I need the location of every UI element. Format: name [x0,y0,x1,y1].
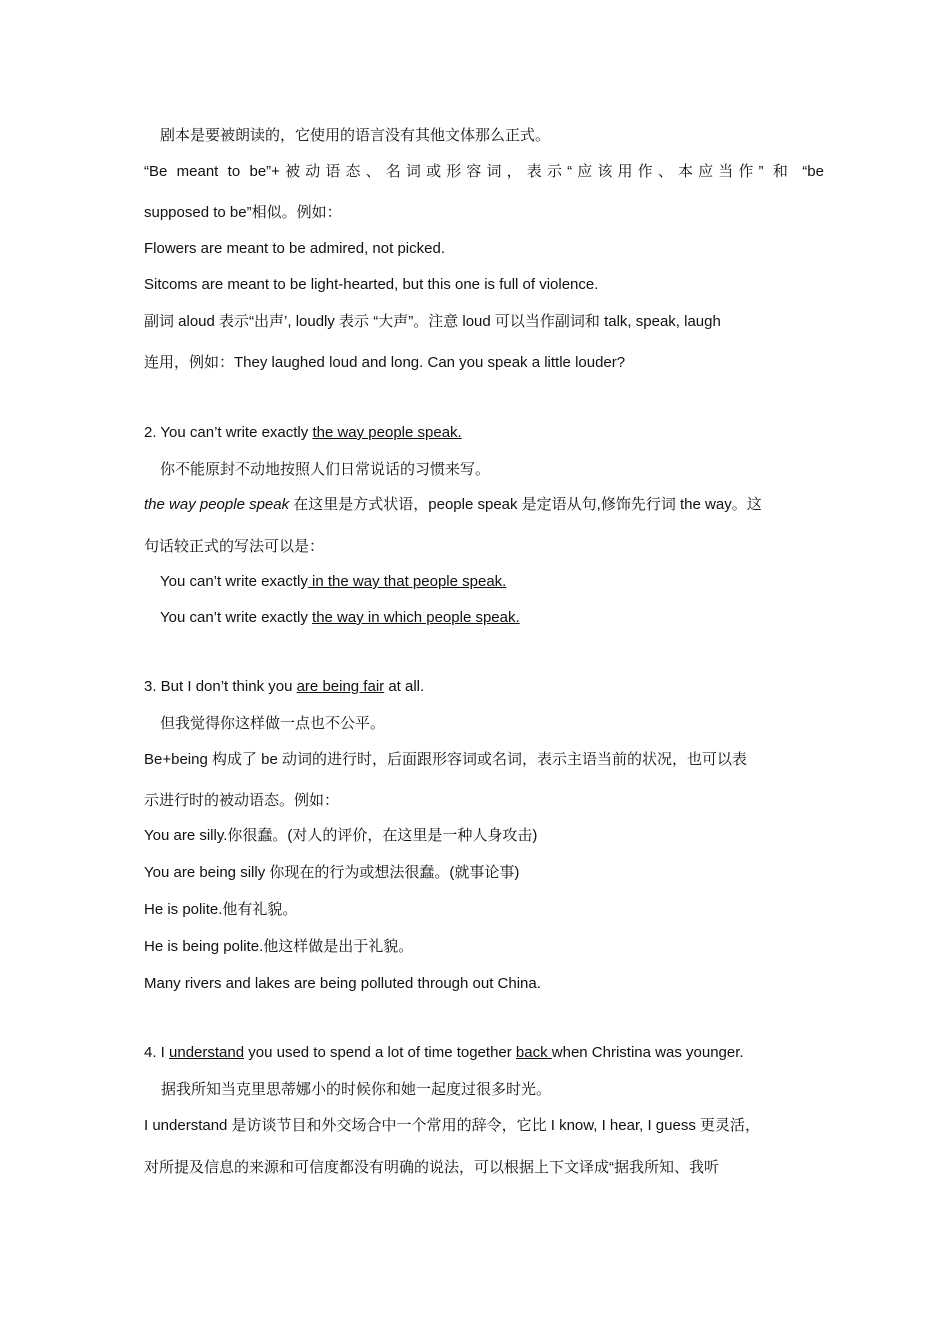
paragraph: 句话较正式的写法可以是： [144,538,325,555]
paragraph: 对所提及信息的来源和可信度都没有明确的说法，可以根据上下文译成“据我所知、我听 [144,1159,719,1176]
underlined-phrase: back [515,1044,552,1061]
underlined-phrase: in the way that people speak. [307,573,507,590]
paragraph: 示进行时的被动语态。例如： [144,792,340,809]
paragraph [144,495,824,515]
section-heading [144,1043,824,1063]
paragraph-text: 在这里是方式状语，people speak 是定语从句,修饰先行词 the way。这 [289,496,762,513]
paragraph: 连用，例如：They laughed loud and long. Can you speak a little louder? [144,354,626,371]
paragraph: supposed to be”相似。例如： [144,204,342,221]
underlined-phrase: the way in which people speak. [312,609,520,626]
sentence-text: You can’t write exactly [160,573,308,590]
example-sentence: Sitcoms are meant to be light-hearted, but this one is full of violence. [144,276,599,293]
translation: 你不能原封不动地按照人们日常说话的习惯来写。 [160,461,491,478]
underlined-phrase: the way people speak. [312,424,462,441]
paragraph: 剧本是要被朗读的，它使用的语言没有其他文体那么正式。 [160,127,551,144]
heading-text: at all. [384,678,425,695]
underlined-phrase: are being fair [296,678,385,695]
heading-text: when Christina was younger. [551,1044,744,1061]
translation: 据我所知当克里思蒂娜小的时候你和她一起度过很多时光。 [161,1081,552,1098]
example-sentence [160,608,840,628]
heading-text: 4. I [144,1044,170,1061]
example-sentence: Many rivers and lakes are being polluted through out China. [144,975,541,992]
example-sentence: He is polite.他有礼貌。 [144,901,298,918]
example-sentence: He is being polite.他这样做是出于礼貌。 [144,938,414,955]
underlined-phrase: understand [169,1044,245,1061]
paragraph: 副词 aloud 表示“出声’, loudly 表示 “大声”。注意 loud 可以当作副词和 talk, speak, laugh [144,313,721,330]
translation: 但我觉得你这样做一点也不公平。 [160,715,386,732]
paragraph: I understand 是访谈节目和外交场合中一个常用的辞令，它比 I know, I hear, I guess 更灵活， [144,1117,760,1134]
paragraph: Be+being 构成了 be 动词的进行时，后面跟形容词或名词，表示主语当前的状况，也可以表 [144,751,747,768]
heading-text: 3. But I don’t think you [144,678,297,695]
section-heading [144,423,824,443]
paragraph: “Be meant to be”+被动语态、名词或形容词，表示“应该用作、本应当作” 和 “be [144,163,824,180]
section-heading [144,677,824,697]
heading-text: you used to spend a lot of time together [244,1044,516,1061]
italic-phrase: the way people speak [144,496,290,513]
example-sentence [160,572,840,592]
example-sentence: You are being silly 你现在的行为或想法很蠢。(就事论事) [144,864,520,881]
sentence-text: You can’t write exactly [160,609,313,626]
example-sentence: You are silly.你很蠢。(对人的评价，在这里是一种人身攻击) [144,827,538,844]
example-sentence: Flowers are meant to be admired, not picked. [144,240,445,257]
heading-text: 2. You can’t write exactly [144,424,313,441]
